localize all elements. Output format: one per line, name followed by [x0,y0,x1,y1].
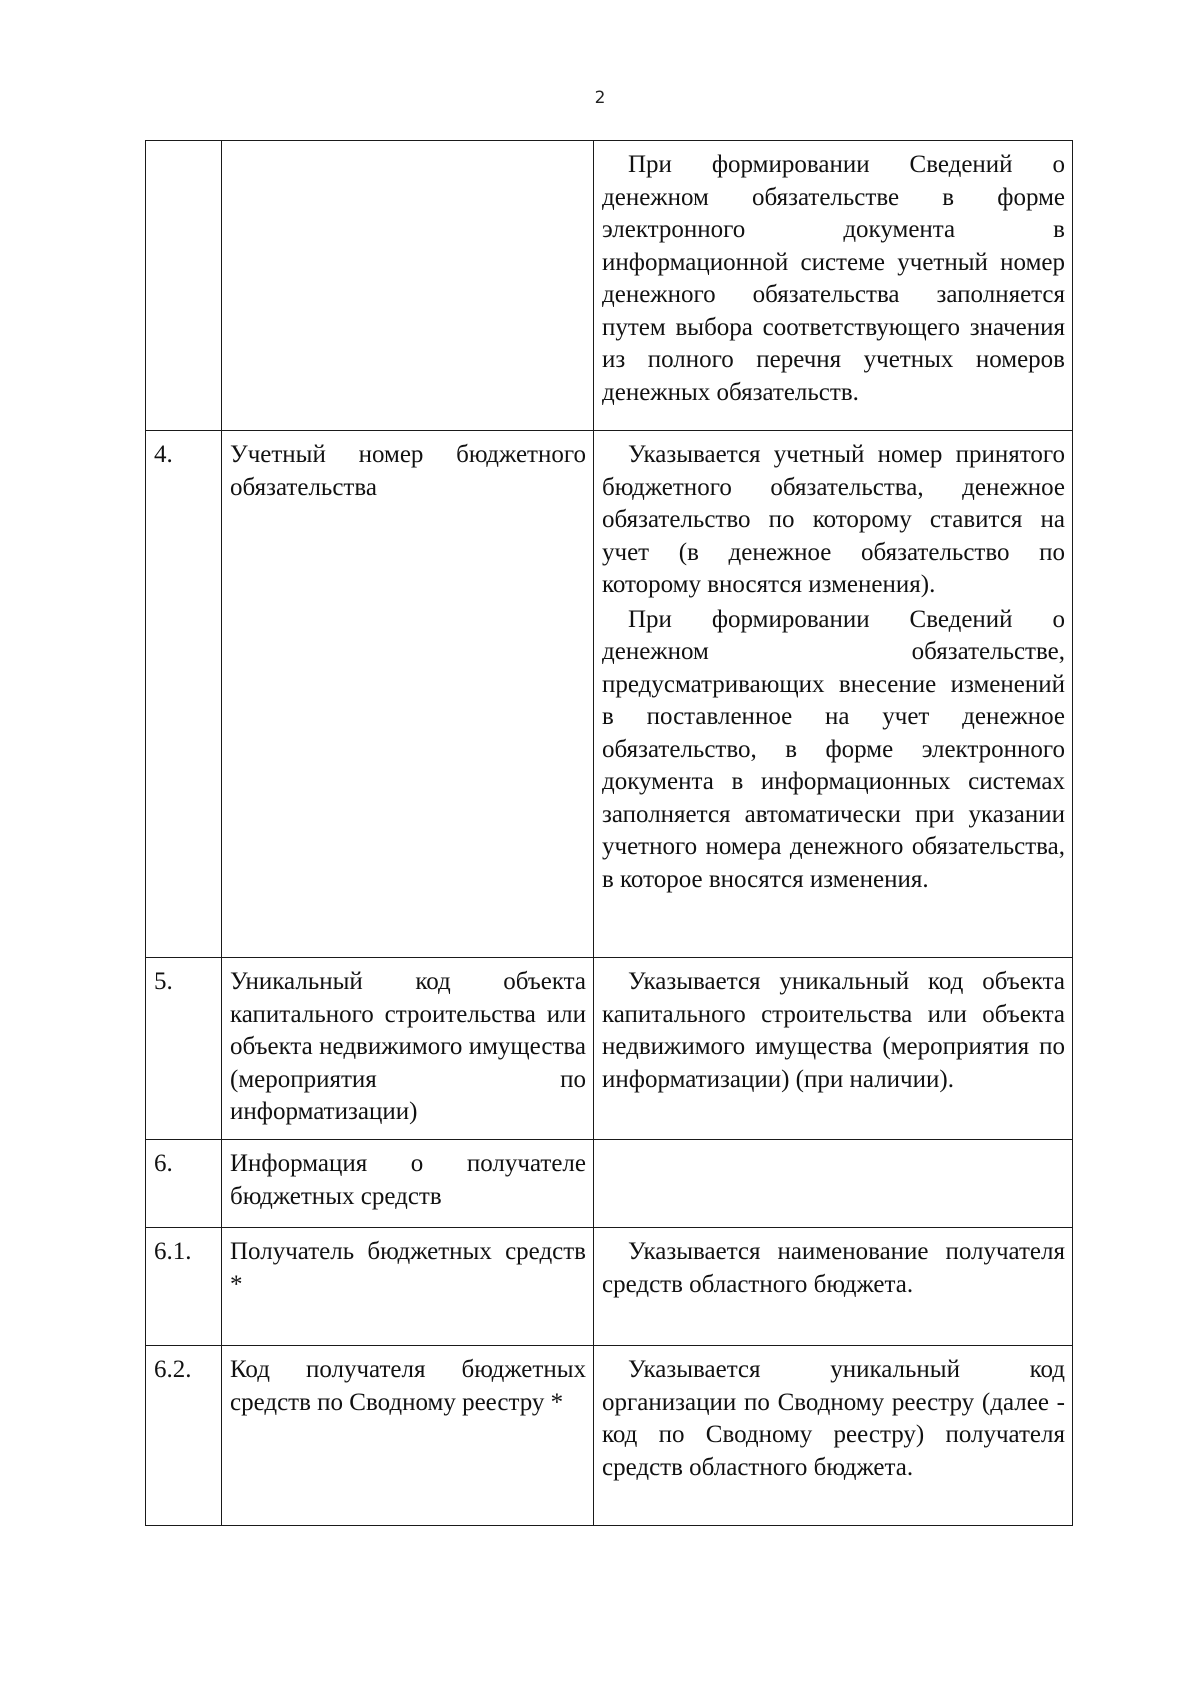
row-name-cell [222,141,594,431]
row-name-cell: Учетный номер бюджетного обязательства [222,431,594,958]
page-number: 2 [594,88,606,108]
row-description-cell [594,1346,1073,1526]
description-paragraph: Указывается уникальный код организации по Сводному реестру (далее - код по Сводному реестру) получателя средств областного бюджета. [602,1356,1065,1481]
row-number-cell: 6.1. [146,1228,222,1346]
table-row [146,958,1073,1140]
row-number-cell: 6.2. [146,1346,222,1526]
row-name-cell: Уникальный код объекта капитального строительства или объекта недвижимого имущества (мероприятия по информатизации) [222,958,594,1140]
table-row [146,1228,1073,1346]
row-description-cell [594,1228,1073,1346]
row-number-cell: 5. [146,958,222,1140]
row-name-cell: Код получателя бюджетных средств по Сводному реестру * [222,1346,594,1526]
description-paragraph: При формировании Сведений о денежном обязательстве в форме электронного документа в информационной системе учетный номер денежного обязательства заполняется путем выбора соответствующего значения из полного перечня учетных номеров денежных обязательств. [602,151,1065,406]
row-number-cell [146,141,222,431]
table-row [146,431,1073,958]
requisites-table [145,140,1073,1526]
description-paragraph: При формировании Сведений о денежном обязательстве, предусматривающих внесение изменений в поставленное на учет денежное обязательство, в форме электронного документа в информационных системах заполняется автоматически при указании учетного номера денежного обязательства, в которое вносятся изменения. [602,605,1065,893]
row-description-cell [594,141,1073,431]
row-name-cell: Информация о получателе бюджетных средств [222,1140,594,1228]
row-name-cell: Получатель бюджетных средств * [222,1228,594,1346]
description-paragraph: Указывается наименование получателя средств областного бюджета. [602,1238,1065,1298]
row-number-cell: 4. [146,431,222,958]
row-number-cell: 6. [146,1140,222,1228]
table-row [146,141,1073,431]
table-row [146,1140,1073,1228]
row-description-cell [594,958,1073,1140]
row-description-cell [594,1140,1073,1228]
description-paragraph: Указывается уникальный код объекта капитального строительства или объекта недвижимого имущества (мероприятия по информатизации) (при наличии). [602,968,1065,1093]
table-row [146,1346,1073,1526]
row-description-cell [594,431,1073,958]
description-paragraph: Указывается учетный номер принятого бюджетного обязательства, денежное обязательство по которому ставится на учет (в денежное обязательство по которому вносятся изменения). [602,441,1065,598]
